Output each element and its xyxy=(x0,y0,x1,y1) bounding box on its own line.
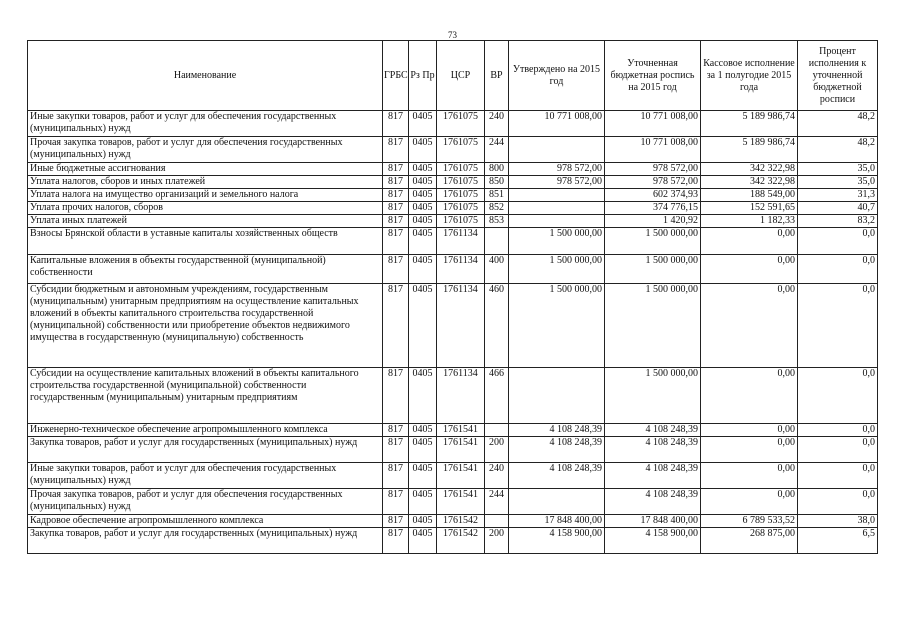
cell-name: Уплата налогов, сборов и иных платежей xyxy=(28,176,383,189)
cell-csr: 1761542 xyxy=(437,515,485,528)
cell-specified: 374 776,15 xyxy=(605,202,701,215)
cell-approved xyxy=(509,489,605,515)
cell-name: Капитальные вложения в объекты государственной (муниципальной) собственности xyxy=(28,255,383,284)
table-row xyxy=(28,176,878,189)
table-row xyxy=(28,424,878,437)
table-row xyxy=(28,163,878,176)
cell-vr: 244 xyxy=(485,137,509,163)
table-row xyxy=(28,368,878,424)
cell-percent: 6,5 xyxy=(798,528,878,554)
cell-specified: 17 848 400,00 xyxy=(605,515,701,528)
cell-vr: 400 xyxy=(485,255,509,284)
table-row xyxy=(28,215,878,228)
header-percent: Процент исполнения к уточненной бюджетной росписи xyxy=(798,41,878,111)
cell-specified: 4 108 248,39 xyxy=(605,437,701,463)
cell-grbs: 817 xyxy=(383,424,409,437)
cell-rz-pr: 0405 xyxy=(409,368,437,424)
cell-csr: 1761075 xyxy=(437,176,485,189)
cell-percent: 0,0 xyxy=(798,228,878,255)
table-header xyxy=(28,41,878,111)
cell-cash: 0,00 xyxy=(701,489,798,515)
cell-vr: 800 xyxy=(485,163,509,176)
cell-cash: 0,00 xyxy=(701,424,798,437)
cell-rz-pr: 0405 xyxy=(409,189,437,202)
cell-csr: 1761541 xyxy=(437,463,485,489)
cell-name: Иные закупки товаров, работ и услуг для обеспечения государственных (муниципальных) нужд xyxy=(28,463,383,489)
table-row xyxy=(28,489,878,515)
cell-cash: 268 875,00 xyxy=(701,528,798,554)
cell-cash: 0,00 xyxy=(701,228,798,255)
cell-approved xyxy=(509,137,605,163)
cell-cash: 5 189 986,74 xyxy=(701,137,798,163)
table-body xyxy=(28,111,878,554)
cell-rz-pr: 0405 xyxy=(409,215,437,228)
cell-specified: 978 572,00 xyxy=(605,163,701,176)
cell-specified: 4 158 900,00 xyxy=(605,528,701,554)
cell-specified: 1 500 000,00 xyxy=(605,368,701,424)
cell-specified: 1 500 000,00 xyxy=(605,284,701,368)
header-vr: ВР xyxy=(485,41,509,111)
cell-rz-pr: 0405 xyxy=(409,424,437,437)
cell-csr: 1761075 xyxy=(437,202,485,215)
cell-percent: 0,0 xyxy=(798,489,878,515)
cell-cash: 5 189 986,74 xyxy=(701,111,798,137)
cell-specified: 4 108 248,39 xyxy=(605,463,701,489)
cell-rz-pr: 0405 xyxy=(409,284,437,368)
cell-csr: 1761075 xyxy=(437,215,485,228)
cell-vr xyxy=(485,228,509,255)
cell-rz-pr: 0405 xyxy=(409,255,437,284)
cell-approved: 10 771 008,00 xyxy=(509,111,605,137)
cell-cash: 342 322,98 xyxy=(701,163,798,176)
cell-vr: 240 xyxy=(485,463,509,489)
table-row xyxy=(28,228,878,255)
cell-cash: 188 549,00 xyxy=(701,189,798,202)
cell-rz-pr: 0405 xyxy=(409,163,437,176)
table-row xyxy=(28,189,878,202)
cell-specified: 1 500 000,00 xyxy=(605,228,701,255)
cell-name: Взносы Брянской области в уставные капиталы хозяйственных обществ xyxy=(28,228,383,255)
cell-name: Уплата прочих налогов, сборов xyxy=(28,202,383,215)
cell-csr: 1761541 xyxy=(437,424,485,437)
cell-approved xyxy=(509,215,605,228)
cell-vr xyxy=(485,515,509,528)
cell-percent: 0,0 xyxy=(798,284,878,368)
cell-grbs: 817 xyxy=(383,202,409,215)
cell-specified: 10 771 008,00 xyxy=(605,137,701,163)
cell-rz-pr: 0405 xyxy=(409,437,437,463)
cell-vr: 200 xyxy=(485,437,509,463)
cell-csr: 1761542 xyxy=(437,528,485,554)
page-number: 73 xyxy=(448,30,457,40)
cell-grbs: 817 xyxy=(383,228,409,255)
cell-approved xyxy=(509,368,605,424)
cell-grbs: 817 xyxy=(383,137,409,163)
cell-approved xyxy=(509,202,605,215)
cell-specified: 4 108 248,39 xyxy=(605,489,701,515)
header-approved: Утверждено на 2015 год xyxy=(509,41,605,111)
cell-percent: 48,2 xyxy=(798,137,878,163)
cell-csr: 1761541 xyxy=(437,489,485,515)
table-row xyxy=(28,515,878,528)
cell-rz-pr: 0405 xyxy=(409,111,437,137)
header-rz-pr: Рз Пр xyxy=(409,41,437,111)
table-row xyxy=(28,437,878,463)
cell-approved: 978 572,00 xyxy=(509,176,605,189)
table-row xyxy=(28,137,878,163)
cell-cash: 0,00 xyxy=(701,368,798,424)
cell-percent: 35,0 xyxy=(798,163,878,176)
cell-grbs: 817 xyxy=(383,189,409,202)
cell-vr: 852 xyxy=(485,202,509,215)
cell-grbs: 817 xyxy=(383,284,409,368)
cell-name: Прочая закупка товаров, работ и услуг для обеспечения государственных (муниципальных) нужд xyxy=(28,137,383,163)
cell-specified: 602 374,93 xyxy=(605,189,701,202)
cell-approved: 1 500 000,00 xyxy=(509,284,605,368)
cell-rz-pr: 0405 xyxy=(409,176,437,189)
cell-percent: 0,0 xyxy=(798,255,878,284)
cell-percent: 0,0 xyxy=(798,437,878,463)
cell-cash: 6 789 533,52 xyxy=(701,515,798,528)
cell-name: Уплата налога на имущество организаций и земельного налога xyxy=(28,189,383,202)
cell-percent: 31,3 xyxy=(798,189,878,202)
cell-name: Иные бюджетные ассигнования xyxy=(28,163,383,176)
header-name: Наименование xyxy=(28,41,383,111)
cell-grbs: 817 xyxy=(383,176,409,189)
cell-rz-pr: 0405 xyxy=(409,528,437,554)
cell-name: Прочая закупка товаров, работ и услуг для обеспечения государственных (муниципальных) нужд xyxy=(28,489,383,515)
cell-approved: 1 500 000,00 xyxy=(509,228,605,255)
cell-name: Закупка товаров, работ и услуг для государственных (муниципальных) нужд xyxy=(28,528,383,554)
cell-csr: 1761134 xyxy=(437,255,485,284)
header-row xyxy=(28,41,878,111)
cell-approved: 4 108 248,39 xyxy=(509,463,605,489)
cell-csr: 1761075 xyxy=(437,189,485,202)
table-row xyxy=(28,255,878,284)
cell-cash: 342 322,98 xyxy=(701,176,798,189)
cell-percent: 0,0 xyxy=(798,368,878,424)
cell-rz-pr: 0405 xyxy=(409,202,437,215)
cell-name: Закупка товаров, работ и услуг для государственных (муниципальных) нужд xyxy=(28,437,383,463)
header-specified: Уточненная бюджетная роспись на 2015 год xyxy=(605,41,701,111)
cell-specified: 1 420,92 xyxy=(605,215,701,228)
cell-vr: 240 xyxy=(485,111,509,137)
cell-vr: 466 xyxy=(485,368,509,424)
cell-grbs: 817 xyxy=(383,463,409,489)
cell-vr xyxy=(485,424,509,437)
cell-csr: 1761075 xyxy=(437,163,485,176)
header-cash: Кассовое исполнение за 1 полугодие 2015 года xyxy=(701,41,798,111)
cell-vr: 200 xyxy=(485,528,509,554)
cell-percent: 40,7 xyxy=(798,202,878,215)
cell-grbs: 817 xyxy=(383,368,409,424)
cell-specified: 978 572,00 xyxy=(605,176,701,189)
cell-vr: 244 xyxy=(485,489,509,515)
cell-approved xyxy=(509,189,605,202)
cell-name: Уплата иных платежей xyxy=(28,215,383,228)
cell-percent: 35,0 xyxy=(798,176,878,189)
cell-grbs: 817 xyxy=(383,215,409,228)
cell-csr: 1761134 xyxy=(437,368,485,424)
cell-csr: 1761075 xyxy=(437,111,485,137)
cell-percent: 38,0 xyxy=(798,515,878,528)
cell-vr: 850 xyxy=(485,176,509,189)
cell-grbs: 817 xyxy=(383,528,409,554)
cell-vr: 853 xyxy=(485,215,509,228)
cell-grbs: 817 xyxy=(383,489,409,515)
table-row xyxy=(28,202,878,215)
cell-specified: 1 500 000,00 xyxy=(605,255,701,284)
cell-grbs: 817 xyxy=(383,111,409,137)
cell-csr: 1761075 xyxy=(437,137,485,163)
cell-vr: 851 xyxy=(485,189,509,202)
cell-approved: 4 108 248,39 xyxy=(509,424,605,437)
cell-name: Кадровое обеспечение агропромышленного комплекса xyxy=(28,515,383,528)
cell-approved: 4 108 248,39 xyxy=(509,437,605,463)
cell-percent: 0,0 xyxy=(798,424,878,437)
cell-rz-pr: 0405 xyxy=(409,228,437,255)
cell-rz-pr: 0405 xyxy=(409,489,437,515)
cell-specified: 4 108 248,39 xyxy=(605,424,701,437)
cell-name: Инженерно-техническое обеспечение агропромышленного комплекса xyxy=(28,424,383,437)
cell-cash: 152 591,65 xyxy=(701,202,798,215)
header-csr: ЦСР xyxy=(437,41,485,111)
table-row xyxy=(28,284,878,368)
cell-name: Субсидии бюджетным и автономным учреждениям, государственным (муниципальным) унитарным предприятиям на осуществление капитальных вложений в объекты капитального строительства государственной (муниципальной) собственности или приобретение объектов недвижимого имущества в государственную (муниципальную) собственность xyxy=(28,284,383,368)
budget-execution-table xyxy=(27,40,878,554)
cell-approved: 1 500 000,00 xyxy=(509,255,605,284)
cell-cash: 0,00 xyxy=(701,437,798,463)
cell-csr: 1761541 xyxy=(437,437,485,463)
cell-grbs: 817 xyxy=(383,515,409,528)
header-grbs: ГРБС xyxy=(383,41,409,111)
cell-cash: 0,00 xyxy=(701,284,798,368)
table-row xyxy=(28,528,878,554)
cell-rz-pr: 0405 xyxy=(409,515,437,528)
table-row xyxy=(28,111,878,137)
cell-percent: 48,2 xyxy=(798,111,878,137)
cell-grbs: 817 xyxy=(383,437,409,463)
cell-name: Иные закупки товаров, работ и услуг для обеспечения государственных (муниципальных) нужд xyxy=(28,111,383,137)
cell-vr: 460 xyxy=(485,284,509,368)
cell-approved: 4 158 900,00 xyxy=(509,528,605,554)
cell-approved: 17 848 400,00 xyxy=(509,515,605,528)
table-row xyxy=(28,463,878,489)
cell-cash: 0,00 xyxy=(701,255,798,284)
cell-specified: 10 771 008,00 xyxy=(605,111,701,137)
cell-csr: 1761134 xyxy=(437,284,485,368)
cell-percent: 0,0 xyxy=(798,463,878,489)
cell-rz-pr: 0405 xyxy=(409,137,437,163)
cell-rz-pr: 0405 xyxy=(409,463,437,489)
cell-grbs: 817 xyxy=(383,255,409,284)
cell-name: Субсидии на осуществление капитальных вложений в объекты капитального строительства государственной (муниципальной) собственности государственным (муниципальным) унитарным предприятиям xyxy=(28,368,383,424)
cell-grbs: 817 xyxy=(383,163,409,176)
cell-cash: 1 182,33 xyxy=(701,215,798,228)
cell-percent: 83,2 xyxy=(798,215,878,228)
cell-approved: 978 572,00 xyxy=(509,163,605,176)
cell-cash: 0,00 xyxy=(701,463,798,489)
cell-csr: 1761134 xyxy=(437,228,485,255)
